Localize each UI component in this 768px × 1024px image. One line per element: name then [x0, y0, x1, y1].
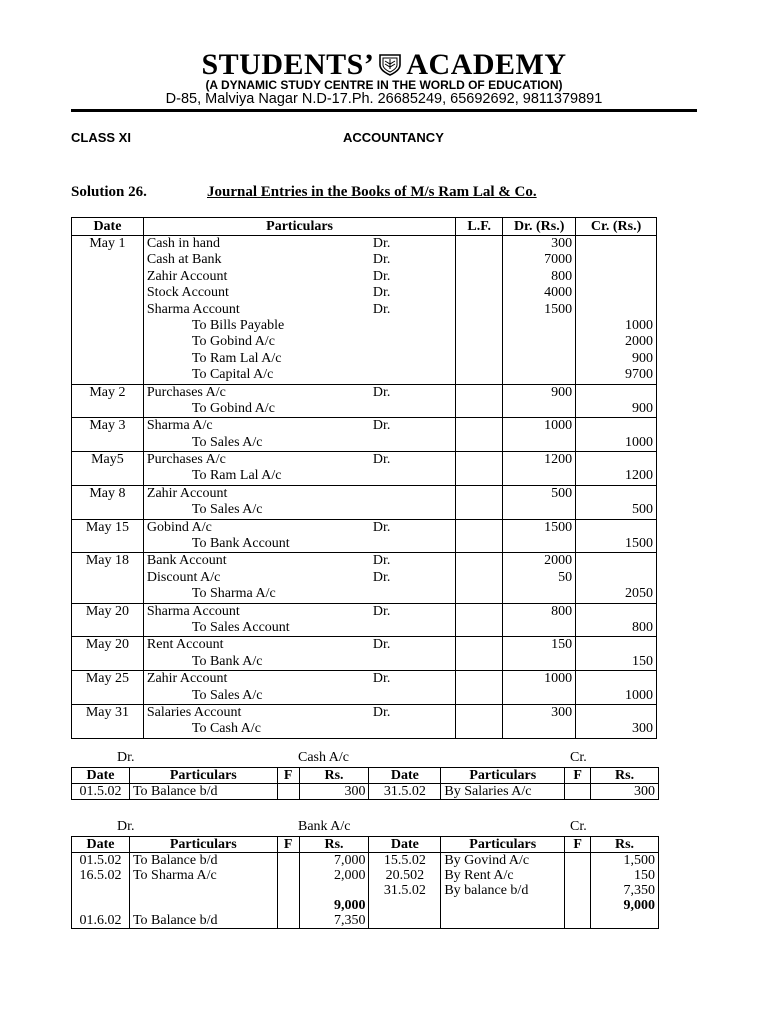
bank-ledger-title: Bank A/c [298, 819, 351, 834]
journal-col-dr: Dr. (Rs.) [503, 218, 576, 236]
entry-particulars [143, 671, 455, 705]
entry-lf [456, 553, 503, 603]
account-name: Sharma Account [146, 603, 240, 619]
debit-amount: 500 [551, 485, 573, 501]
journal-entry [72, 236, 657, 385]
dr-marker: Dr. [372, 569, 391, 585]
address: D-85, Malviya Nagar N.D-17.Ph. 26685249, 65692692, 9811379891 [165, 91, 603, 107]
dr-marker: Dr. [372, 301, 391, 317]
entry-debit [503, 671, 576, 705]
credit-amount: 2050 [625, 586, 653, 602]
bank_ledger-header-cell: Date [72, 837, 130, 853]
ledger-cell-part2 [441, 898, 565, 913]
entry-particulars [143, 553, 455, 603]
account-name: Zahir Account [146, 485, 228, 501]
entry-debit [503, 452, 576, 486]
entry-lf [456, 485, 503, 519]
entry-debit [503, 704, 576, 738]
account-name: Sharma A/c [146, 418, 213, 434]
dr-marker: Dr. [372, 671, 391, 687]
particular-line [144, 452, 455, 468]
particular-line [144, 401, 455, 417]
credit-amount [576, 520, 656, 536]
ledger-cell-part1: To Sharma A/c [129, 868, 277, 883]
entry-lf [456, 236, 503, 385]
particular-line [144, 252, 455, 268]
ledger-cell-part2: By Salaries A/c [441, 784, 565, 800]
particular-line [144, 637, 455, 653]
bank-cr-label: Cr. [570, 819, 587, 834]
dr-marker: Dr. [372, 553, 391, 569]
credit-amount: 1000 [625, 687, 653, 703]
ledger-cell-date1: 01.6.02 [72, 913, 130, 929]
credit-amount [576, 570, 656, 586]
particular-line [144, 671, 455, 687]
dr-marker: Dr. [372, 704, 391, 720]
debit-amount: 1500 [544, 519, 573, 535]
debit-amount: 1200 [544, 452, 573, 468]
account-name: To Sales Account [191, 619, 290, 635]
debit-amount [503, 721, 575, 737]
credit-amount: 2000 [625, 334, 653, 350]
solution-label: Solution 26. [71, 184, 147, 200]
credit-amount: 1000 [625, 317, 653, 333]
entry-particulars [143, 452, 455, 486]
entry-debit [503, 519, 576, 553]
entry-date: May 1 [72, 236, 144, 385]
entry-credit [576, 671, 657, 705]
credit-amount [576, 385, 656, 401]
ledger-cell-date2: 15.5.02 [369, 853, 441, 869]
entry-date: May 18 [72, 553, 144, 603]
journal-col-date: Date [72, 218, 144, 236]
particular-line [144, 418, 455, 434]
debit-amount [503, 435, 575, 451]
cash_ledger-header-cell: Rs. [591, 768, 659, 784]
dr-marker: Dr. [372, 603, 391, 619]
particular-line [144, 318, 455, 334]
credit-amount: 150 [632, 653, 653, 669]
particular-line [144, 654, 455, 670]
particular-line [144, 620, 455, 636]
journal-title: Journal Entries in the Books of M/s Ram Lal & Co. [207, 184, 537, 200]
credit-amount: 500 [632, 502, 653, 518]
bank-ledger-table [71, 836, 659, 929]
entry-credit [576, 519, 657, 553]
bank_ledger-header-cell: Particulars [129, 837, 277, 853]
account-name: To Ram Lal A/c [191, 350, 282, 366]
ledger-cell-part1 [129, 898, 277, 913]
journal-entry [72, 553, 657, 603]
account-name: To Sales A/c [191, 687, 263, 703]
account-name: Bank Account [146, 553, 227, 569]
account-name: Rent Account [146, 637, 224, 653]
ledger-cell-date1: 01.5.02 [72, 784, 130, 800]
entry-date: May 8 [72, 485, 144, 519]
account-name: Zahir Account [146, 671, 228, 687]
entry-lf [456, 418, 503, 452]
debit-amount [503, 318, 575, 334]
entry-date: May 25 [72, 671, 144, 705]
cash_ledger-header-cell: F [277, 768, 299, 784]
ledger-cell-date2: 20.502 [369, 868, 441, 883]
ledger-cell-part2: By Govind A/c [441, 853, 565, 869]
ledger-cell-rs2 [591, 913, 659, 929]
credit-amount [576, 553, 656, 569]
cash_ledger-header-cell: Particulars [441, 768, 565, 784]
account-name: To Gobind A/c [191, 334, 275, 350]
entry-particulars [143, 637, 455, 671]
ledger-cell-f2 [565, 784, 591, 800]
bank_ledger-header-cell: Date [369, 837, 441, 853]
debit-amount [503, 502, 575, 518]
journal-entry [72, 671, 657, 705]
particular-line [144, 536, 455, 552]
debit-amount [503, 351, 575, 367]
entry-credit [576, 418, 657, 452]
credit-amount [576, 486, 656, 502]
entry-date: May 15 [72, 519, 144, 553]
bank_ledger-header-cell: Rs. [299, 837, 369, 853]
credit-amount: 1500 [625, 536, 653, 552]
entry-lf [456, 603, 503, 637]
particular-line [144, 570, 455, 586]
entry-particulars [143, 704, 455, 738]
journal-entry [72, 384, 657, 418]
account-name: Zahir Account [146, 268, 228, 284]
entry-particulars [143, 418, 455, 452]
particular-line [144, 502, 455, 518]
dr-marker: Dr. [372, 452, 391, 468]
debit-amount [503, 367, 575, 383]
particular-line [144, 520, 455, 536]
account-name: To Sales A/c [191, 434, 263, 450]
credit-amount: 9700 [625, 367, 653, 383]
debit-amount [503, 468, 575, 484]
ledger-cell-part2: By balance b/d [441, 883, 565, 898]
ledger-cell-rs2: 300 [591, 784, 659, 800]
entry-lf [456, 384, 503, 418]
ledger-cell-rs1: 2,000 [299, 868, 369, 883]
debit-amount: 300 [551, 704, 573, 720]
ledger-row [72, 913, 659, 929]
journal-table [71, 217, 657, 739]
title-right: ACADEMY [406, 48, 567, 81]
account-name: Cash in hand [146, 236, 220, 251]
bank_ledger-header-cell: F [277, 837, 299, 853]
credit-amount: 900 [632, 350, 653, 366]
particular-line [144, 302, 455, 318]
entry-credit [576, 485, 657, 519]
cash-cr-label: Cr. [570, 750, 587, 765]
credit-amount [576, 637, 656, 653]
journal-entry [72, 485, 657, 519]
ledger-cell-f2 [565, 868, 591, 883]
entry-particulars [143, 485, 455, 519]
entry-particulars [143, 384, 455, 418]
cash_ledger-header-cell: Particulars [129, 768, 277, 784]
ledger-row [72, 784, 659, 800]
account-name: To Capital A/c [191, 367, 274, 383]
credit-amount: 800 [632, 619, 653, 635]
cash-dr-label: Dr. [117, 750, 135, 765]
cash_ledger-header-cell: F [565, 768, 591, 784]
subject-label: ACCOUNTANCY [343, 130, 444, 145]
particular-line [144, 236, 455, 252]
ledger-cell-part1: To Balance b/d [129, 853, 277, 869]
ledger-cell-f1 [277, 868, 299, 883]
ledger-row [72, 868, 659, 883]
ledger-cell-rs1: 7,000 [299, 853, 369, 869]
ledger-cell-rs2: 7,350 [591, 883, 659, 898]
journal-header-row [72, 218, 657, 236]
debit-amount [503, 688, 575, 704]
ledger-cell-f2 [565, 913, 591, 929]
account-name: To Ram Lal A/c [191, 468, 282, 484]
entry-date: May 2 [72, 384, 144, 418]
debit-amount [503, 654, 575, 670]
particular-line [144, 486, 455, 502]
ledger-cell-f1 [277, 853, 299, 869]
entry-debit [503, 603, 576, 637]
cash_ledger-header-cell: Date [369, 768, 441, 784]
ledger-cell-rs1: 7,350 [299, 913, 369, 929]
debit-amount [503, 401, 575, 417]
debit-amount: 50 [558, 569, 573, 585]
debit-amount: 800 [551, 603, 573, 619]
ledger-cell-part2: By Rent A/c [441, 868, 565, 883]
dr-marker: Dr. [372, 285, 391, 301]
debit-amount [503, 334, 575, 350]
cash-ledger-title: Cash A/c [298, 750, 349, 765]
credit-amount [576, 671, 656, 687]
account-name: Purchases A/c [146, 452, 226, 468]
journal-col-particulars: Particulars [143, 218, 455, 236]
dr-marker: Dr. [372, 637, 391, 653]
entry-debit [503, 553, 576, 603]
dr-marker: Dr. [372, 519, 391, 535]
debit-amount: 1500 [544, 301, 573, 317]
debit-amount: 2000 [544, 553, 573, 569]
debit-amount [503, 620, 575, 636]
credit-amount [576, 452, 656, 468]
particular-line [144, 351, 455, 367]
ledger-cell-rs1 [299, 883, 369, 898]
header-divider [71, 109, 697, 112]
credit-amount: 900 [632, 400, 653, 416]
credit-amount [576, 302, 656, 318]
ledger-cell-date2 [369, 913, 441, 929]
cash_ledger-header-cell: Rs. [299, 768, 369, 784]
crest-logo-icon [378, 52, 402, 76]
entry-credit [576, 637, 657, 671]
account-name: To Cash A/c [191, 721, 261, 737]
entry-credit [576, 384, 657, 418]
ledger-cell-rs2: 9,000 [591, 898, 659, 913]
particular-line [144, 586, 455, 602]
journal-entry [72, 637, 657, 671]
account-name: To Sharma A/c [191, 586, 276, 602]
ledger-row [72, 883, 659, 898]
entry-credit [576, 704, 657, 738]
entry-lf [456, 519, 503, 553]
account-name: Stock Account [146, 285, 229, 301]
particular-line [144, 688, 455, 704]
bank_ledger-header-cell: Particulars [441, 837, 565, 853]
debit-amount: 150 [551, 637, 573, 653]
cash_ledger-header-cell: Date [72, 768, 130, 784]
entry-debit [503, 637, 576, 671]
ledger-cell-f1 [277, 898, 299, 913]
entry-date: May 20 [72, 637, 144, 671]
debit-amount: 900 [551, 384, 573, 400]
credit-amount [576, 269, 656, 285]
cash-header-row [72, 768, 659, 784]
credit-amount [576, 705, 656, 721]
entry-debit [503, 485, 576, 519]
account-name: To Bills Payable [191, 317, 285, 333]
account-name: Cash at Bank [146, 252, 222, 268]
ledger-cell-date2 [369, 898, 441, 913]
particular-line [144, 705, 455, 721]
ledger-cell-part1: To Balance b/d [129, 913, 277, 929]
particular-line [144, 367, 455, 383]
entry-debit [503, 418, 576, 452]
debit-amount: 4000 [544, 285, 573, 301]
title-left: STUDENTS’ [201, 48, 375, 81]
ledger-cell-date1: 01.5.02 [72, 853, 130, 869]
entry-lf [456, 637, 503, 671]
ledger-cell-f1 [277, 883, 299, 898]
ledger-row [72, 853, 659, 869]
particular-line [144, 604, 455, 620]
journal-entry [72, 704, 657, 738]
account-name: To Gobind A/c [191, 400, 275, 416]
particular-line [144, 553, 455, 569]
journal-entry [72, 519, 657, 553]
journal-col-cr: Cr. (Rs.) [576, 218, 657, 236]
cash-ledger-table [71, 767, 659, 800]
entry-date: May 31 [72, 704, 144, 738]
credit-amount: 300 [632, 721, 653, 737]
account-name: To Bank Account [191, 536, 290, 552]
journal-entry [72, 452, 657, 486]
entry-lf [456, 704, 503, 738]
entry-lf [456, 452, 503, 486]
entry-credit [576, 603, 657, 637]
ledger-cell-f1 [277, 784, 299, 800]
entry-particulars [143, 519, 455, 553]
ledger-cell-rs2: 1,500 [591, 853, 659, 869]
debit-amount [503, 536, 575, 552]
debit-amount: 1000 [544, 418, 573, 434]
ledger-cell-f2 [565, 898, 591, 913]
entry-date: May5 [72, 452, 144, 486]
journal-col-lf: L.F. [456, 218, 503, 236]
account-name: Salaries Account [146, 704, 242, 720]
account-name: Gobind A/c [146, 519, 212, 535]
dr-marker: Dr. [372, 252, 391, 268]
dr-marker: Dr. [372, 384, 391, 400]
ledger-cell-date2: 31.5.02 [369, 883, 441, 898]
ledger-cell-rs1: 300 [299, 784, 369, 800]
debit-amount: 7000 [544, 252, 573, 268]
dr-marker: Dr. [372, 418, 391, 434]
debit-amount: 800 [551, 268, 573, 284]
entry-credit [576, 236, 657, 385]
ledger-cell-date1 [72, 898, 130, 913]
ledger-cell-rs2: 150 [591, 868, 659, 883]
institute-title [0, 48, 768, 82]
debit-amount: 1000 [544, 671, 573, 687]
entry-credit [576, 553, 657, 603]
particular-line [144, 385, 455, 401]
account-name: To Bank A/c [191, 653, 263, 669]
credit-amount: 1200 [625, 468, 653, 484]
bank_ledger-header-cell: Rs. [591, 837, 659, 853]
class-label: CLASS XI [71, 130, 131, 145]
particular-line [144, 468, 455, 484]
account-name: Purchases A/c [146, 384, 226, 400]
ledger-cell-rs1: 9,000 [299, 898, 369, 913]
ledger-cell-f2 [565, 883, 591, 898]
ledger-cell-date1 [72, 883, 130, 898]
debit-amount: 300 [551, 236, 573, 251]
entry-date: May 3 [72, 418, 144, 452]
account-name: Discount A/c [146, 569, 221, 585]
ledger-row [72, 898, 659, 913]
entry-lf [456, 671, 503, 705]
entry-credit [576, 452, 657, 486]
particular-line [144, 435, 455, 451]
particular-line [144, 269, 455, 285]
dr-marker: Dr. [372, 268, 391, 284]
credit-amount [576, 418, 656, 434]
entry-debit [503, 384, 576, 418]
particular-line [144, 721, 455, 737]
account-name: Sharma Account [146, 301, 240, 317]
journal-entry [72, 603, 657, 637]
ledger-cell-f2 [565, 853, 591, 869]
entry-particulars [143, 603, 455, 637]
bank-header-row [72, 837, 659, 853]
credit-amount: 1000 [625, 434, 653, 450]
account-name: To Sales A/c [191, 502, 263, 518]
ledger-cell-part1 [129, 883, 277, 898]
dr-marker: Dr. [372, 236, 391, 251]
ledger-cell-date1: 16.5.02 [72, 868, 130, 883]
bank-dr-label: Dr. [117, 819, 135, 834]
entry-debit [503, 236, 576, 385]
bank_ledger-header-cell: F [565, 837, 591, 853]
ledger-cell-part2 [441, 913, 565, 929]
credit-amount [576, 236, 656, 252]
debit-amount [503, 586, 575, 602]
entry-particulars [143, 236, 455, 385]
credit-amount [576, 252, 656, 268]
entry-date: May 20 [72, 603, 144, 637]
particular-line [144, 285, 455, 301]
journal-entry [72, 418, 657, 452]
credit-amount [576, 285, 656, 301]
credit-amount [576, 604, 656, 620]
tagline: (A DYNAMIC STUDY CENTRE IN THE WORLD OF EDUCATION) [205, 78, 563, 92]
particular-line [144, 334, 455, 350]
ledger-cell-f1 [277, 913, 299, 929]
ledger-cell-date2: 31.5.02 [369, 784, 441, 800]
ledger-cell-part1: To Balance b/d [129, 784, 277, 800]
